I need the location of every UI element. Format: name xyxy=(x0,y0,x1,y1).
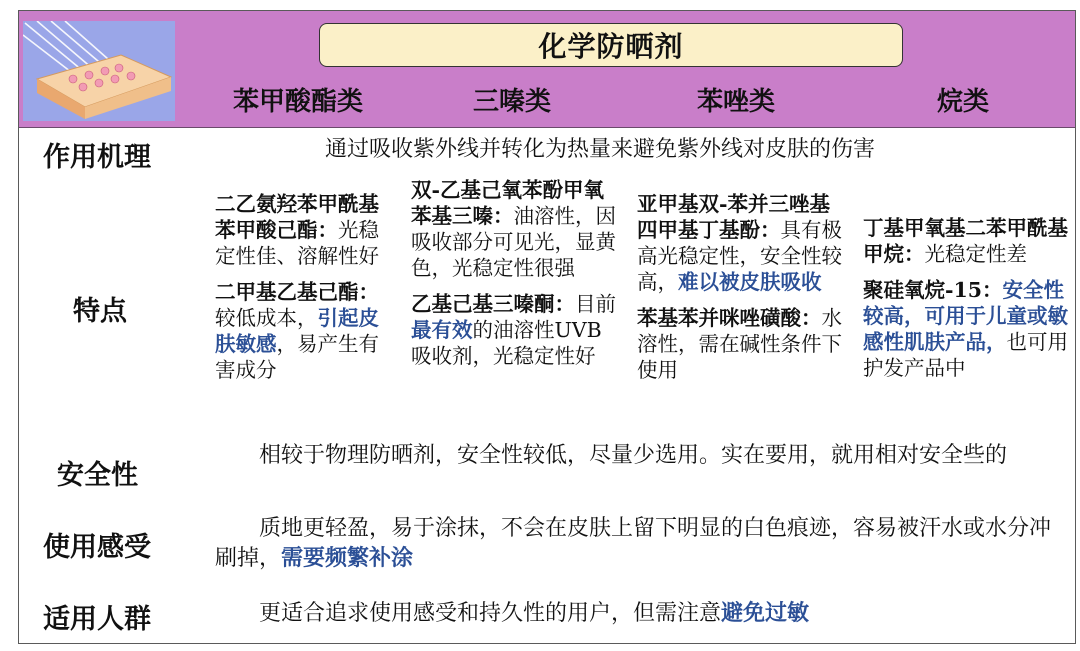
users-highlight: 避免过敏 xyxy=(721,601,810,626)
ingredient-desc: 具有极高光稳定性，安全性较高， xyxy=(637,218,842,294)
ingredient-desc: 油溶性，因吸收部分可见光，显黄色，光稳定性很强 xyxy=(411,204,616,280)
table-header xyxy=(19,11,1075,128)
ingredient-name: 丁基甲氧基二苯甲酰基甲烷： xyxy=(863,216,1068,266)
skin-uv-illustration xyxy=(23,21,175,121)
ingredient-name: 二甲基乙基己酯： xyxy=(215,280,379,304)
ingredient-name: 乙基己基三嗪酮： xyxy=(411,292,575,316)
ingredient-name: 苯基苯并咪唑磺酸： xyxy=(637,306,822,330)
ingredient-name: 二乙氨羟苯甲酰基苯甲酸己酯： xyxy=(215,192,379,242)
row-label-safety: 安全性 xyxy=(57,460,138,491)
ingredient-highlight: 难以被皮肤吸收 xyxy=(678,270,822,294)
ingredient-name: 亚甲基双-苯并三唑基四甲基丁基酚： xyxy=(637,192,831,242)
ingredient-name: 聚硅氧烷-15： xyxy=(863,278,1003,302)
features-triazines-cell xyxy=(411,177,619,379)
row-label-features: 特点 xyxy=(73,296,127,327)
mechanism-text: 通过吸收紫外线并转化为热量来避免紫外线对皮肤的伤害 xyxy=(325,137,876,162)
ingredient-desc: 水溶性，需在碱性条件下使用 xyxy=(637,306,842,382)
ingredient-highlight: 最有效 xyxy=(411,318,473,342)
row-label-feel: 使用感受 xyxy=(43,532,151,563)
safety-text: 相较于物理防晒剂，安全性较低，尽量少选用。实在要用，就用相对安全些的 xyxy=(259,443,1008,468)
ingredient-desc: 目前 xyxy=(575,292,616,316)
ingredient-name: 双-乙基己氧苯酚甲氧苯基三嗪： xyxy=(411,178,605,228)
column-header-benzoates: 苯甲酸酯类 xyxy=(233,87,364,117)
table-title: 化学防晒剂 xyxy=(319,23,903,67)
ingredient-desc: 光稳定性差 xyxy=(924,242,1027,266)
row-label-users: 适用人群 xyxy=(43,604,151,635)
row-label-mechanism: 作用机理 xyxy=(43,142,151,173)
features-benzoates-cell xyxy=(215,191,393,393)
features-benzotriazoles-cell xyxy=(637,191,847,393)
feel-text xyxy=(215,514,1071,574)
feel-highlight: 需要频繁补涂 xyxy=(281,546,414,571)
ingredient-highlight: 安全性较高，可用于儿童或敏感性肌肤产品， xyxy=(863,278,1068,354)
sunscreen-table xyxy=(18,10,1076,644)
features-alkanes-cell xyxy=(863,215,1071,391)
column-header-alkanes: 烷类 xyxy=(937,87,990,117)
ingredient-desc: ，易产生有害成分 xyxy=(215,332,379,382)
users-desc: 更适合追求使用感受和持久性的用户，但需注意 xyxy=(259,601,722,626)
ingredient-desc: 光稳定性佳、溶解性好 xyxy=(215,218,379,268)
ingredient-desc: 较低成本， xyxy=(215,306,318,330)
users-text xyxy=(215,599,1071,629)
ingredient-desc: 的油溶性UVB吸收剂，光稳定性好 xyxy=(411,318,602,368)
ingredient-highlight: 引起皮肤敏感 xyxy=(215,306,379,356)
ingredient-desc: 也可用护发产品中 xyxy=(863,330,1068,380)
column-header-triazines: 三嗪类 xyxy=(473,87,552,117)
column-header-benzotriazoles: 苯唑类 xyxy=(697,87,776,117)
feel-desc: 质地更轻盈，易于涂抹，不会在皮肤上留下明显的白色痕迹，容易被汗水或水分冲刷掉， xyxy=(215,516,1052,571)
